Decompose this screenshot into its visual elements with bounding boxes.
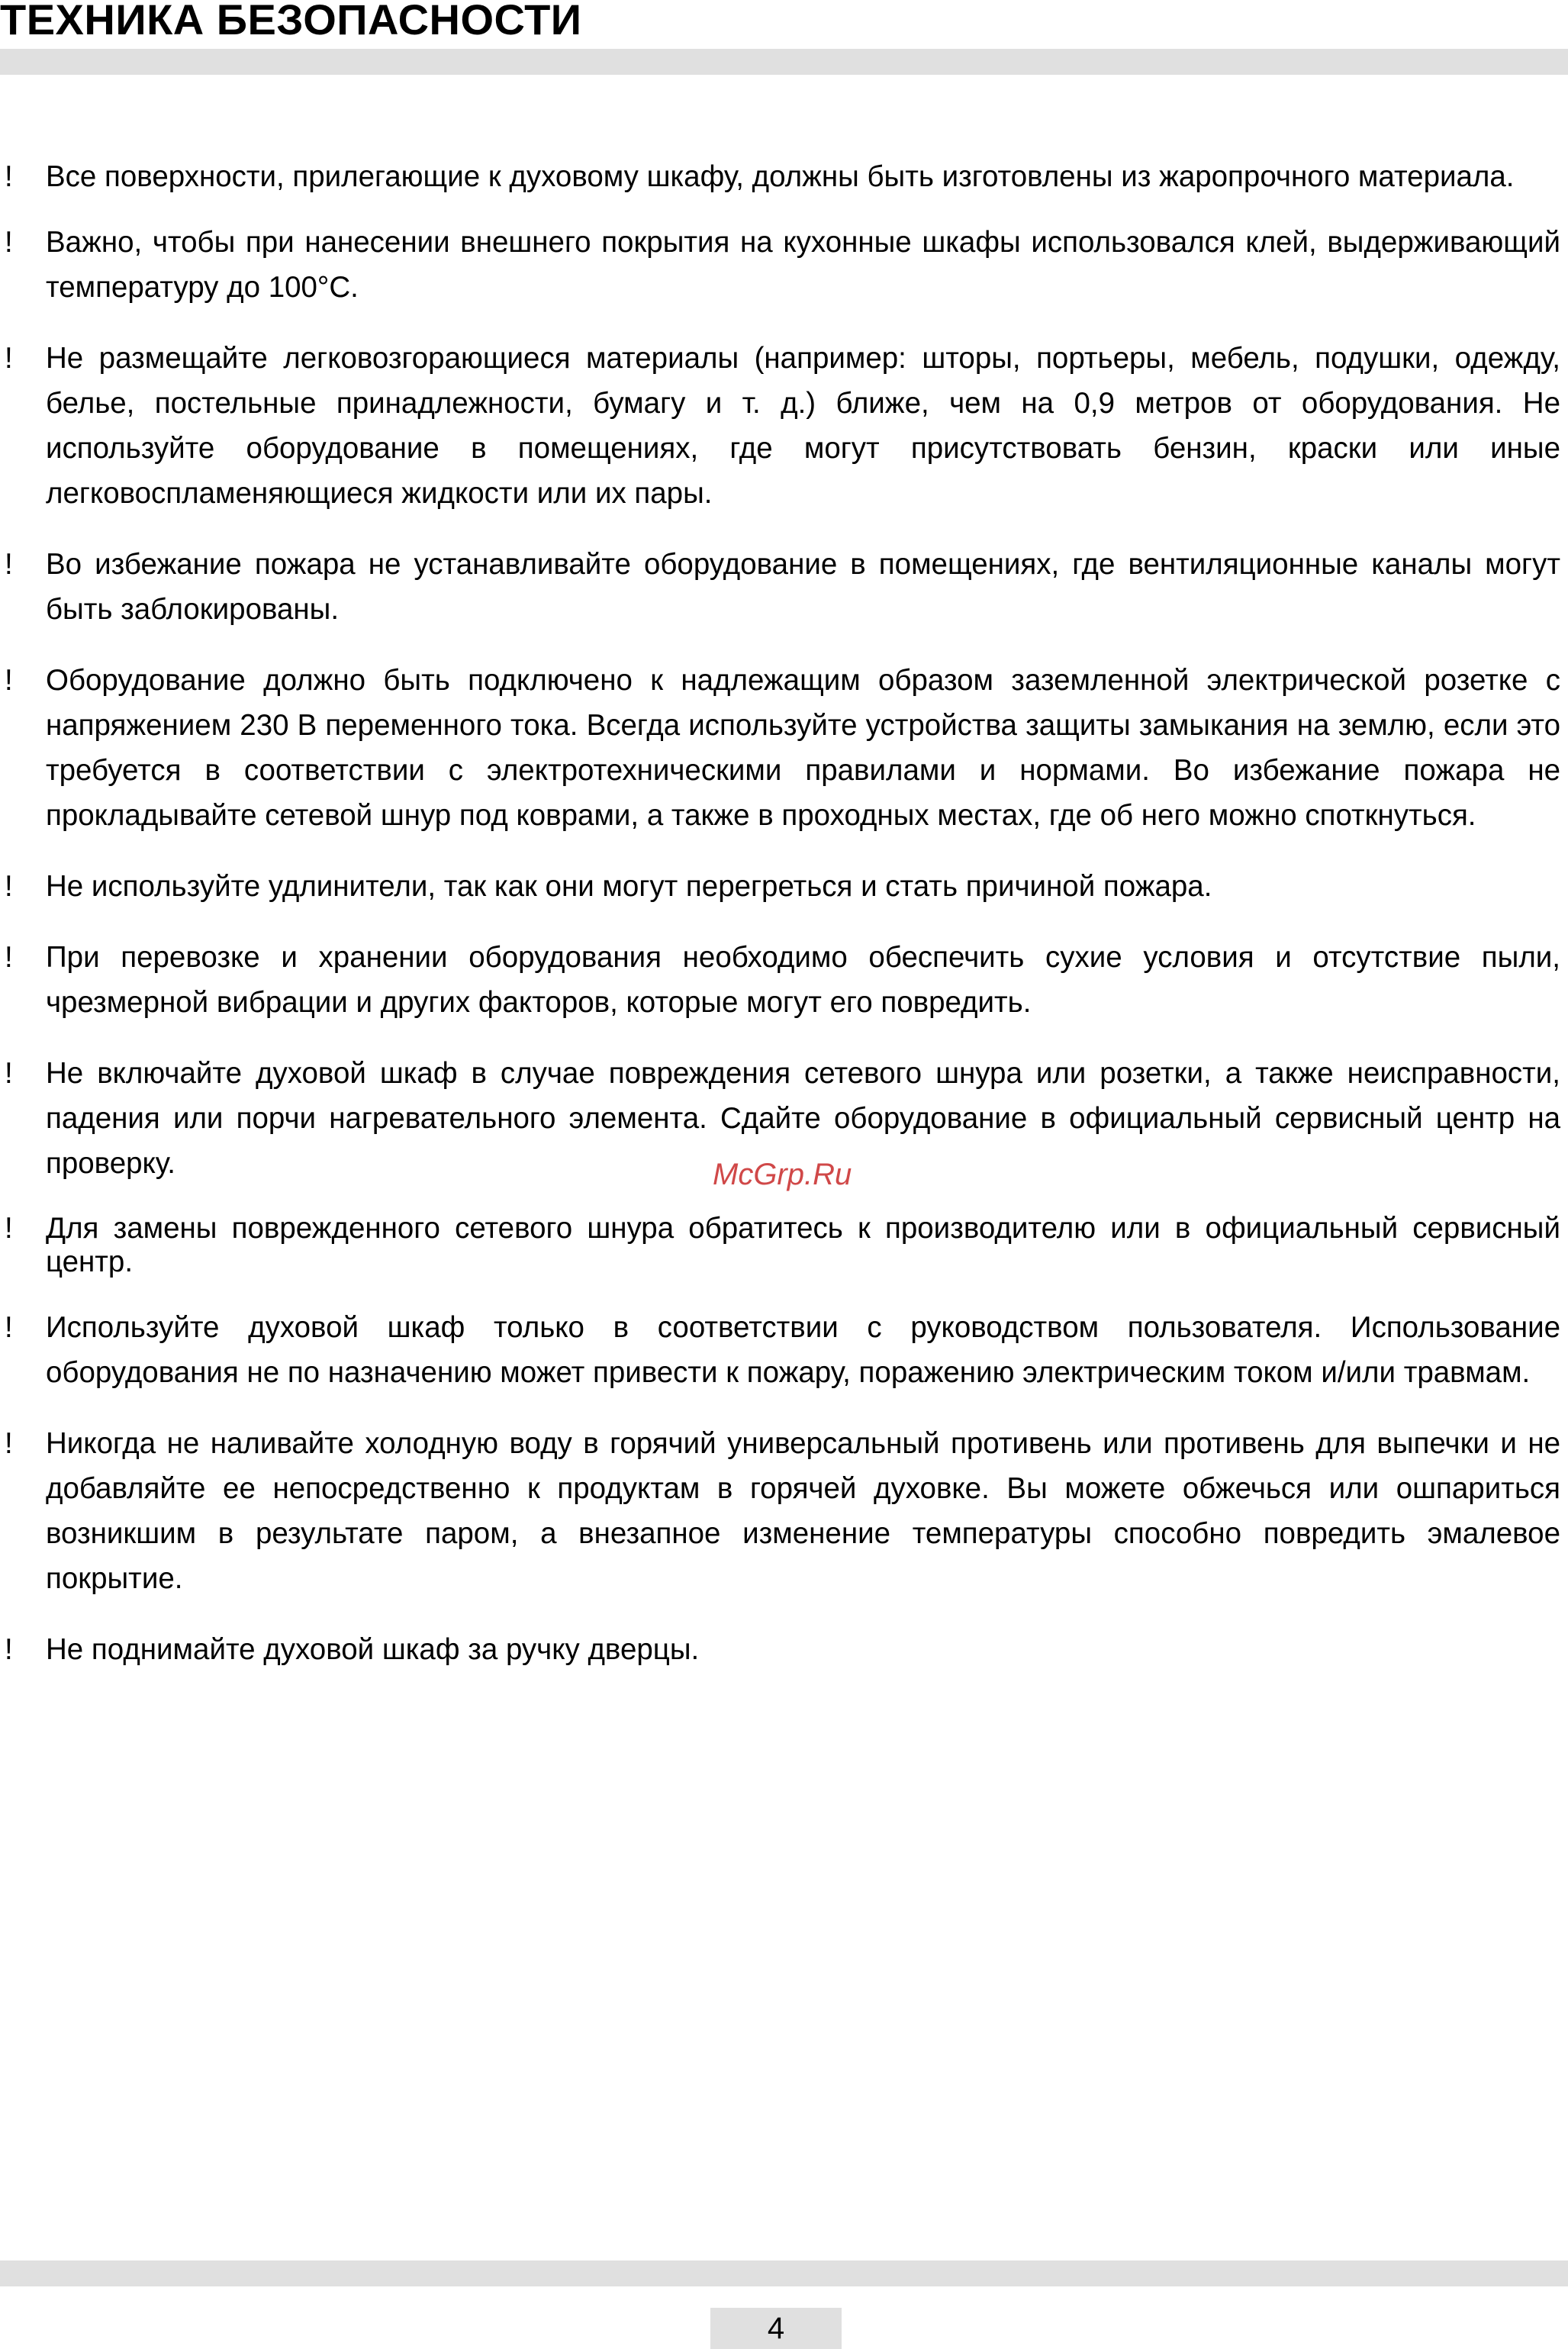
exclamation-bullet: ! <box>5 1057 13 1090</box>
exclamation-bullet: ! <box>5 342 13 375</box>
safety-rule-text: Никогда не наливайте холодную воду в горячий универсальный противень или противень для выпечки и не добавляйте ее непосредственно к продуктам в горячей духовке. Вы можете обжечься или ошпариться возникшим в результате паром, а внезапное изменение температуры способно повредить эмалевое покрытие. <box>46 1427 1560 1595</box>
page-title: ТЕХНИКА БЕЗОПАСНОСТИ <box>0 0 582 44</box>
safety-rule-text: Используйте духовой шкаф только в соответствии с руководством пользователя. Использование оборудования не по назначению может привести к пожару, поражению электрическим током и/или травмам. <box>46 1311 1560 1389</box>
safety-rule <box>0 1421 1560 1601</box>
exclamation-bullet: ! <box>5 1427 13 1460</box>
exclamation-bullet: ! <box>5 226 13 259</box>
footer-band <box>0 2260 1568 2286</box>
exclamation-bullet: ! <box>5 1212 13 1245</box>
exclamation-bullet: ! <box>5 1633 13 1666</box>
safety-rule-text: Не поднимайте духовой шкаф за ручку дверцы. <box>46 1633 700 1666</box>
safety-rule-text: Не размещайте легковозгорающиеся материалы (например: шторы, портьеры, мебель, подушки, одежду, белье, постельные принадлежности, бумагу и т. д.) ближе, чем на 0,9 метров от оборудования. Не используйте оборудование в помещениях, где могут присутствовать бензин, краски или иные легковоспламеняющиеся жидкости или их пары. <box>46 342 1560 510</box>
exclamation-bullet: ! <box>5 941 13 974</box>
exclamation-bullet: ! <box>5 870 13 903</box>
safety-rule <box>0 1212 1560 1279</box>
safety-rule <box>0 864 1560 909</box>
safety-rule <box>0 1627 1560 1672</box>
safety-rules-list <box>0 160 1560 1698</box>
safety-rule <box>0 336 1560 516</box>
safety-rule <box>0 935 1560 1025</box>
safety-rule <box>0 160 1560 194</box>
safety-rule-text: Оборудование должно быть подключено к надлежащим образом заземленной электрической розетке с напряжением 230 В переменного тока. Всегда используйте устройства защиты замыкания на землю, если это требуется в соответствии с электротехническими правилами и нормами. Во избежание пожара не прокладывайте сетевой шнур под коврами, а также в проходных местах, где об него можно споткнуться. <box>46 664 1560 832</box>
safety-rule <box>0 1305 1560 1395</box>
safety-rule-text: Не включайте духовой шкаф в случае повреждения сетевого шнура или розетки, а также неисправности, падения или порчи нагревательного элемента. Сдайте оборудование в официальный сервисный центр на проверку. <box>46 1057 1560 1180</box>
safety-rule-text: Во избежание пожара не устанавливайте оборудование в помещениях, где вентиляционные каналы могут быть заблокированы. <box>46 548 1560 626</box>
exclamation-bullet: ! <box>5 1311 13 1344</box>
safety-rule-text: Важно, чтобы при нанесении внешнего покрытия на кухонные шкафы использовался клей, выдерживающий температуру до 100°С. <box>46 226 1560 304</box>
safety-rule-text: Для замены поврежденного сетевого шнура обратитесь к производителю или в официальный сервисный центр. <box>46 1212 1560 1278</box>
exclamation-bullet: ! <box>5 160 13 193</box>
safety-rule <box>0 658 1560 838</box>
exclamation-bullet: ! <box>5 664 13 697</box>
page-number: 4 <box>767 2312 785 2345</box>
safety-rule <box>0 220 1560 310</box>
safety-rule-text: Все поверхности, прилегающие к духовому шкафу, должны быть изготовлены из жаропрочного материала. <box>46 160 1515 193</box>
safety-rule <box>0 542 1560 632</box>
watermark: McGrp.Ru <box>713 1158 852 1191</box>
safety-rule-text: Не используйте удлинители, так как они могут перегреться и стать причиной пожара. <box>46 870 1212 903</box>
safety-rule-text: При перевозке и хранении оборудования необходимо обеспечить сухие условия и отсутствие пыли, чрезмерной вибрации и других факторов, которые могут его повредить. <box>46 941 1560 1019</box>
exclamation-bullet: ! <box>5 548 13 581</box>
page-number-box <box>710 2308 842 2349</box>
header-band <box>0 49 1568 75</box>
